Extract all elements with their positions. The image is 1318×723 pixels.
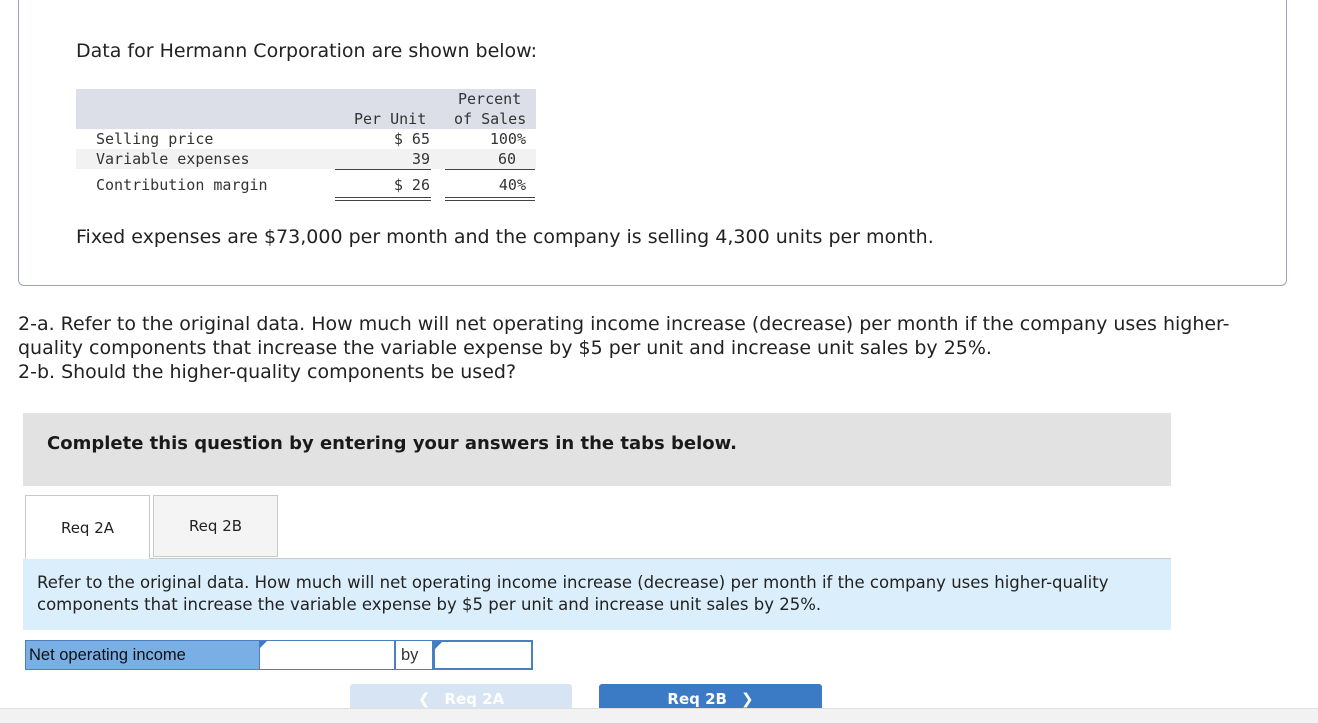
col-header-percent-2: of Sales [454,110,527,128]
row-label: Variable expenses [96,150,250,168]
row-per-unit: $ 65 [393,130,430,148]
total-rule [335,197,431,198]
chevron-right-icon: ❯ [740,690,754,708]
tab-panel [23,559,1171,630]
row-percent: 40% [498,176,526,194]
row-label: Contribution margin [96,176,268,194]
data-table [76,89,536,204]
row-label: Selling price [96,130,214,148]
fixed-expenses-text: Fixed expenses are $73,000 per month and the company is selling 4,300 units per month. [76,226,934,248]
subtotal-rule [335,169,431,170]
next-label: Req 2B [667,690,727,708]
total-rule [335,200,431,201]
data-intro: Data for Hermann Corporation are shown below: [76,40,538,62]
col-header-percent-1: Percent [458,90,522,108]
instruction-banner [23,413,1171,486]
dropdown-indicator-icon [260,641,267,648]
total-rule [445,197,535,198]
question-text [18,312,1288,384]
row-per-unit: $ 26 [393,176,430,194]
panel-question-text: Refer to the original data. How much will net operating income increase (decrease) per month if the company uses higher-quality components that increase the variable expense by $5 per unit and increase unit sales by 25%. [37,573,1109,614]
net-operating-income-label: Net operating income [25,640,260,670]
tab-label: Req 2A [60,518,115,537]
tab-req-2b[interactable] [153,495,278,557]
col-header-per-unit: Per Unit [354,110,427,128]
prev-label: Req 2A [444,690,505,708]
bottom-bar [0,708,1318,723]
input-indicator-icon [435,642,442,649]
question-part-a: 2-a. Refer to the original data. How much will net operating income increase (decrease) per month if the company uses higher-quality components that increase the variable expense by $5 per unit and increase unit sales by 25%. [18,313,1230,359]
by-text: by [395,640,433,670]
chevron-left-icon: ❮ [417,690,431,708]
row-percent: 100% [489,130,526,148]
amount-input[interactable] [433,640,533,670]
tab-req-2a[interactable] [25,495,150,559]
question-part-b: 2-b. Should the higher-quality components be used? [18,361,517,383]
change-direction-dropdown[interactable] [259,640,395,670]
subtotal-rule [445,169,535,170]
tab-label: Req 2B [188,517,243,535]
row-percent: 60 [497,150,516,168]
banner-text: Complete this question by entering your answers in the tabs below. [47,433,737,454]
total-rule [445,200,535,201]
row-per-unit: 39 [411,150,430,168]
